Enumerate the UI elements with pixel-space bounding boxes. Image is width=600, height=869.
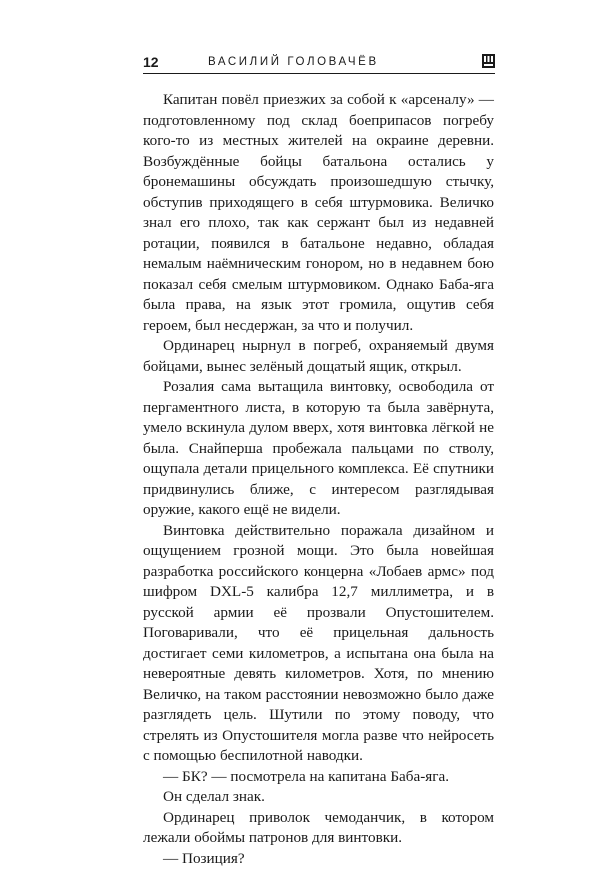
- body-text: [143, 90, 494, 869]
- paragraph: Капитан повёл приезжих за собой к «арсеналу» — подготовленному под склад боеприпасов погребу кого-то из местных жителей на окраине деревни. Возбуждённые бойцы батальона остались у бронемашины обсуждать произошедшую стычку, обступив приходящего в себя штурмовика. Величко знал его плохо, так как сержант был из недавней ротации, появился в батальоне недавно, обладая немалым наёмническим гонором, но в недавнем бою показал себя смелым штурмовиком. Однако Баба-яга была права, на язык этот громила, ощутив себя героем, был несдержан, за что и получил.: [143, 90, 494, 336]
- header-rule: [143, 73, 495, 74]
- running-head-author: ВАСИЛИЙ ГОЛОВАЧЁВ: [208, 54, 379, 70]
- paragraph: Винтовка действительно поражала дизайном и ощущением грозной мощи. Это была новейшая разработка российского концерна «Лобаев армс» под шифром DXL-5 калибра 12,7 миллиметра, и в русской армии её прозвали Опустошителем. Поговаривали, что её прицельная дальность достигает семи километров, а испытана она была на невероятные девять километров. Хотя, по мнению Величко, на таком расстоянии невозможно было даже разглядеть цель. Шутили по этому поводу, что стрелять из Опустошителя могла разве что нейросеть с помощью беспилотной наводки.: [143, 521, 494, 767]
- running-head: [143, 53, 495, 73]
- paragraph: Розалия сама вытащила винтовку, освободила от пергаментного листа, в которую та была завёрнута, умело вскинула дулом вверх, хотя винтовка лёгкой не была. Снайперша пробежала пальцами по стволу, ощупала детали прицельного комплекса. Её спутники придвинулись ближе, с интересом разглядывая оружие, какого ещё не видели.: [143, 377, 494, 521]
- dialogue-line: — Позиция?: [143, 849, 494, 869]
- publisher-logo-icon: [482, 54, 495, 68]
- paragraph: Он сделал знак.: [143, 787, 494, 808]
- dialogue-line: — БК? — посмотрела на капитана Баба-яга.: [143, 767, 494, 788]
- paragraph: Ординарец нырнул в погреб, охраняемый двумя бойцами, вынес зелёный дощатый ящик, открыл.: [143, 336, 494, 377]
- page-number: 12: [143, 53, 159, 71]
- paragraph: Ординарец приволок чемоданчик, в котором лежали обоймы патронов для винтовки.: [143, 808, 494, 849]
